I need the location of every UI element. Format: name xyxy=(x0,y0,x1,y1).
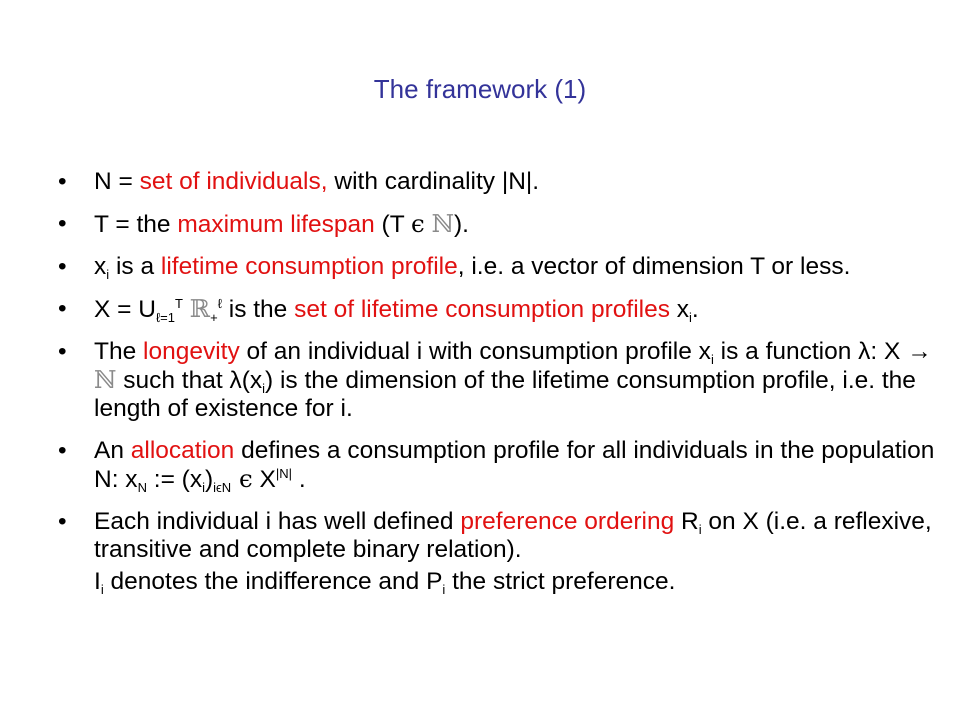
element-of-symbol: ϵ xyxy=(411,209,425,238)
bullet-allocation: • An allocation defines a consumption profile for all individuals in the population N: $x_N$ := $(x_i)_{i\epsilon N}$ ϵ $X^{|N|}$ . xyxy=(58,437,935,495)
term-longevity: longevity xyxy=(143,338,240,365)
element-of-symbol: ϵ xyxy=(231,464,253,493)
bullet-marker: • xyxy=(58,508,67,535)
bullet-preference: • Each individual i has well defined preference ordering $R_i$ on X (i.e. a reflexive, transitive and complete binary relation). $I_i$ denotes the indifference and $P_i$ the strict preference. xyxy=(58,508,948,596)
bullet-consumption-profile: • $x_i$ is a lifetime consumption profile, i.e. a vector of dimension T or less. xyxy=(58,253,851,282)
bullet-list xyxy=(58,168,948,610)
bullet-individuals: • N = set of individuals, with cardinality |N|. xyxy=(58,168,540,195)
term-lifetime-consumption-profile: lifetime consumption profile xyxy=(160,253,458,280)
bullet-profile-set: • $X = U_{\ell=1}^T$ ℝ$_+^\ell$ is the set of lifetime consumption profiles $x_i$. xyxy=(58,294,699,325)
naturals-symbol: ℕ xyxy=(431,209,454,238)
bullet-marker: • xyxy=(58,437,67,464)
naturals-symbol: ℕ xyxy=(94,365,117,394)
bullet-longevity: • The longevity of an individual i with consumption profile $x_i$ is a function λ: X → ℕ such that $\lambda(x_i)$ is the dimension of the lifetime consumption profile, i.e. the length of existence for i. xyxy=(58,338,932,422)
term-allocation: allocation xyxy=(130,437,235,464)
term-preference-ordering: preference ordering xyxy=(460,508,675,535)
bullet-marker: • xyxy=(58,295,67,322)
term-set-of-profiles: set of lifetime consumption profiles xyxy=(294,296,670,323)
term-set-of-individuals: set of individuals, xyxy=(139,168,328,195)
reals-symbol: ℝ xyxy=(189,294,211,323)
bullet-marker: • xyxy=(58,338,67,365)
bullet-marker: • xyxy=(58,253,67,280)
slide-title: The framework (1) xyxy=(373,74,587,104)
bullet-lifespan: • T = the maximum lifespan (T ϵ ℕ). xyxy=(58,209,469,238)
bullet-marker: • xyxy=(58,210,67,237)
term-maximum-lifespan: maximum lifespan xyxy=(177,211,375,238)
bullet-marker: • xyxy=(58,168,67,195)
indifference-line: $I_i$ denotes the indifference and $P_i$ the strict preference. xyxy=(94,568,676,597)
